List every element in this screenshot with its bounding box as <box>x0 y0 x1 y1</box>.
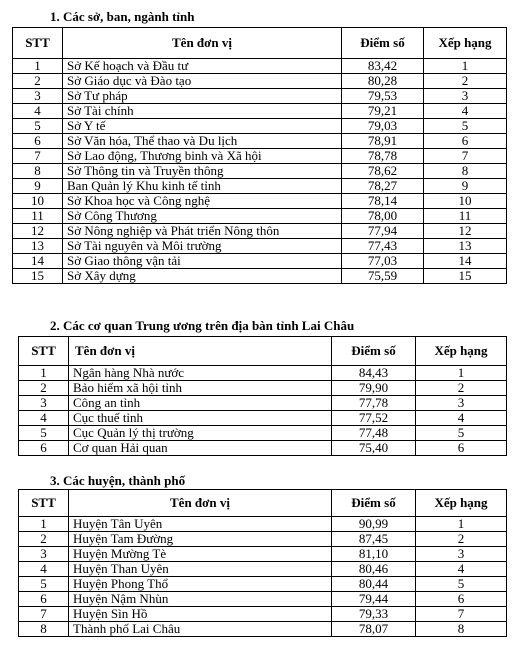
cell-ten-don-vi: Sở Tài nguyên và Môi trường <box>63 239 342 254</box>
header-ten-don-vi: Tên đơn vị <box>69 337 332 366</box>
cell-stt: 8 <box>19 622 69 637</box>
cell-diem-so: 79,44 <box>332 592 416 607</box>
cell-stt: 5 <box>13 119 63 134</box>
cell-diem-so: 77,94 <box>342 224 424 239</box>
cell-diem-so: 79,03 <box>342 119 424 134</box>
table-body-section-1 <box>13 59 507 284</box>
cell-ten-don-vi: Huyện Nậm Nhùn <box>69 592 332 607</box>
table-row <box>19 396 507 411</box>
table-row <box>19 607 507 622</box>
cell-xep-hang: 4 <box>416 411 507 426</box>
cell-stt: 15 <box>13 269 63 284</box>
section-3-title: 3. Các huyện, thành phố <box>50 473 186 488</box>
table-row <box>19 411 507 426</box>
cell-ten-don-vi: Sở Tư pháp <box>63 89 342 104</box>
cell-xep-hang: 15 <box>424 269 507 284</box>
cell-xep-hang: 8 <box>424 164 507 179</box>
table-row <box>13 224 507 239</box>
cell-ten-don-vi: Cơ quan Hải quan <box>69 441 332 456</box>
cell-xep-hang: 12 <box>424 224 507 239</box>
cell-ten-don-vi: Sở Tài chính <box>63 104 342 119</box>
cell-stt: 12 <box>13 224 63 239</box>
cell-diem-so: 77,78 <box>332 396 416 411</box>
cell-xep-hang: 14 <box>424 254 507 269</box>
table-row <box>19 366 507 381</box>
cell-diem-so: 78,78 <box>342 149 424 164</box>
table-row <box>19 381 507 396</box>
table-row <box>13 254 507 269</box>
table-row <box>13 89 507 104</box>
cell-ten-don-vi: Sở Khoa học và Công nghệ <box>63 194 342 209</box>
header-diem-so: Điểm số <box>342 28 424 59</box>
section-2-title: 2. Các cơ quan Trung ương trên địa bàn tỉnh Lai Châu <box>50 318 355 333</box>
cell-ten-don-vi: Sở Kế hoạch và Đầu tư <box>63 59 342 74</box>
table-row <box>13 239 507 254</box>
cell-stt: 7 <box>19 607 69 622</box>
cell-stt: 2 <box>19 532 69 547</box>
cell-ten-don-vi: Sở Văn hóa, Thể thao và Du lịch <box>63 134 342 149</box>
header-ten-don-vi: Tên đơn vị <box>69 490 332 517</box>
table-section-2 <box>18 336 507 456</box>
cell-stt: 4 <box>13 104 63 119</box>
cell-xep-hang: 7 <box>424 149 507 164</box>
table-row <box>13 134 507 149</box>
cell-stt: 5 <box>19 426 69 441</box>
cell-xep-hang: 7 <box>416 607 507 622</box>
cell-ten-don-vi: Sở Lao động, Thương binh và Xã hội <box>63 149 342 164</box>
header-stt: STT <box>19 490 69 517</box>
cell-diem-so: 77,03 <box>342 254 424 269</box>
cell-xep-hang: 4 <box>416 562 507 577</box>
table-row <box>19 547 507 562</box>
cell-xep-hang: 9 <box>424 179 507 194</box>
cell-xep-hang: 1 <box>424 59 507 74</box>
cell-stt: 6 <box>13 134 63 149</box>
table-row <box>13 59 507 74</box>
cell-ten-don-vi: Huyện Phong Thổ <box>69 577 332 592</box>
cell-xep-hang: 1 <box>416 366 507 381</box>
cell-ten-don-vi: Thành phố Lai Châu <box>69 622 332 637</box>
cell-stt: 2 <box>13 74 63 89</box>
cell-ten-don-vi: Công an tỉnh <box>69 396 332 411</box>
cell-diem-so: 75,59 <box>342 269 424 284</box>
cell-ten-don-vi: Sở Giao thông vận tải <box>63 254 342 269</box>
cell-ten-don-vi: Sở Công Thương <box>63 209 342 224</box>
cell-xep-hang: 3 <box>416 547 507 562</box>
cell-xep-hang: 2 <box>424 74 507 89</box>
cell-diem-so: 83,42 <box>342 59 424 74</box>
table-row <box>13 74 507 89</box>
cell-xep-hang: 1 <box>416 517 507 532</box>
table-row <box>19 426 507 441</box>
cell-ten-don-vi: Huyện Than Uyên <box>69 562 332 577</box>
cell-ten-don-vi: Ban Quản lý Khu kinh tế tỉnh <box>63 179 342 194</box>
header-xep-hang: Xếp hạng <box>416 337 507 366</box>
cell-stt: 5 <box>19 577 69 592</box>
cell-ten-don-vi: Huyện Sìn Hồ <box>69 607 332 622</box>
cell-stt: 4 <box>19 411 69 426</box>
cell-stt: 3 <box>13 89 63 104</box>
table-row <box>19 532 507 547</box>
cell-xep-hang: 5 <box>416 426 507 441</box>
table-row <box>13 104 507 119</box>
table-row <box>13 194 507 209</box>
cell-stt: 14 <box>13 254 63 269</box>
cell-diem-so: 87,45 <box>332 532 416 547</box>
cell-xep-hang: 11 <box>424 209 507 224</box>
cell-xep-hang: 10 <box>424 194 507 209</box>
cell-ten-don-vi: Cục thuế tỉnh <box>69 411 332 426</box>
cell-ten-don-vi: Sở Xây dựng <box>63 269 342 284</box>
cell-diem-so: 78,91 <box>342 134 424 149</box>
table-row <box>19 622 507 637</box>
cell-stt: 10 <box>13 194 63 209</box>
cell-xep-hang: 6 <box>416 592 507 607</box>
cell-stt: 6 <box>19 592 69 607</box>
header-diem-so: Điểm số <box>332 337 416 366</box>
table-row <box>19 562 507 577</box>
cell-xep-hang: 3 <box>416 396 507 411</box>
table-row <box>19 592 507 607</box>
cell-stt: 1 <box>19 366 69 381</box>
header-diem-so: Điểm số <box>332 490 416 517</box>
cell-xep-hang: 3 <box>424 89 507 104</box>
cell-ten-don-vi: Sở Giáo dục và Đào tạo <box>63 74 342 89</box>
cell-stt: 9 <box>13 179 63 194</box>
cell-diem-so: 78,27 <box>342 179 424 194</box>
cell-xep-hang: 8 <box>416 622 507 637</box>
section-1-title: 1. Các sở, ban, ngành tỉnh <box>50 9 195 24</box>
cell-xep-hang: 6 <box>424 134 507 149</box>
cell-diem-so: 81,10 <box>332 547 416 562</box>
header-xep-hang: Xếp hạng <box>416 490 507 517</box>
cell-diem-so: 77,52 <box>332 411 416 426</box>
cell-stt: 3 <box>19 547 69 562</box>
table-section-3 <box>18 489 507 637</box>
cell-diem-so: 75,40 <box>332 441 416 456</box>
cell-diem-so: 90,99 <box>332 517 416 532</box>
cell-xep-hang: 5 <box>424 119 507 134</box>
cell-diem-so: 78,00 <box>342 209 424 224</box>
cell-xep-hang: 6 <box>416 441 507 456</box>
cell-stt: 1 <box>19 517 69 532</box>
cell-diem-so: 78,14 <box>342 194 424 209</box>
cell-diem-so: 80,46 <box>332 562 416 577</box>
header-xep-hang: Xếp hạng <box>424 28 507 59</box>
cell-stt: 3 <box>19 396 69 411</box>
cell-xep-hang: 4 <box>424 104 507 119</box>
cell-diem-so: 78,07 <box>332 622 416 637</box>
cell-xep-hang: 13 <box>424 239 507 254</box>
cell-diem-so: 79,53 <box>342 89 424 104</box>
cell-ten-don-vi: Sở Nông nghiệp và Phát triển Nông thôn <box>63 224 342 239</box>
table-body-section-3 <box>19 517 507 637</box>
cell-diem-so: 79,21 <box>342 104 424 119</box>
cell-ten-don-vi: Huyện Tân Uyên <box>69 517 332 532</box>
cell-stt: 6 <box>19 441 69 456</box>
cell-diem-so: 77,43 <box>342 239 424 254</box>
cell-ten-don-vi: Huyện Mường Tè <box>69 547 332 562</box>
cell-diem-so: 84,43 <box>332 366 416 381</box>
header-stt: STT <box>19 337 69 366</box>
table-row <box>19 441 507 456</box>
table-row <box>13 119 507 134</box>
cell-stt: 1 <box>13 59 63 74</box>
cell-xep-hang: 2 <box>416 532 507 547</box>
table-body-section-2 <box>19 366 507 456</box>
cell-diem-so: 80,28 <box>342 74 424 89</box>
cell-stt: 13 <box>13 239 63 254</box>
cell-diem-so: 79,90 <box>332 381 416 396</box>
cell-stt: 4 <box>19 562 69 577</box>
header-stt: STT <box>13 28 63 59</box>
table-row <box>13 179 507 194</box>
cell-xep-hang: 2 <box>416 381 507 396</box>
cell-ten-don-vi: Cục Quản lý thị trường <box>69 426 332 441</box>
cell-diem-so: 80,44 <box>332 577 416 592</box>
cell-ten-don-vi: Sở Y tế <box>63 119 342 134</box>
cell-ten-don-vi: Huyện Tam Đường <box>69 532 332 547</box>
table-section-1 <box>12 27 507 284</box>
cell-stt: 11 <box>13 209 63 224</box>
cell-diem-so: 79,33 <box>332 607 416 622</box>
cell-diem-so: 77,48 <box>332 426 416 441</box>
header-ten-don-vi: Tên đơn vị <box>63 28 342 59</box>
table-row <box>19 517 507 532</box>
table-row <box>13 149 507 164</box>
cell-ten-don-vi: Ngân hàng Nhà nước <box>69 366 332 381</box>
cell-ten-don-vi: Bảo hiểm xã hội tỉnh <box>69 381 332 396</box>
cell-xep-hang: 5 <box>416 577 507 592</box>
cell-diem-so: 78,62 <box>342 164 424 179</box>
table-row <box>13 164 507 179</box>
cell-stt: 8 <box>13 164 63 179</box>
table-row <box>19 577 507 592</box>
table-row <box>13 209 507 224</box>
table-row <box>13 269 507 284</box>
cell-stt: 2 <box>19 381 69 396</box>
cell-stt: 7 <box>13 149 63 164</box>
cell-ten-don-vi: Sở Thông tin và Truyền thông <box>63 164 342 179</box>
